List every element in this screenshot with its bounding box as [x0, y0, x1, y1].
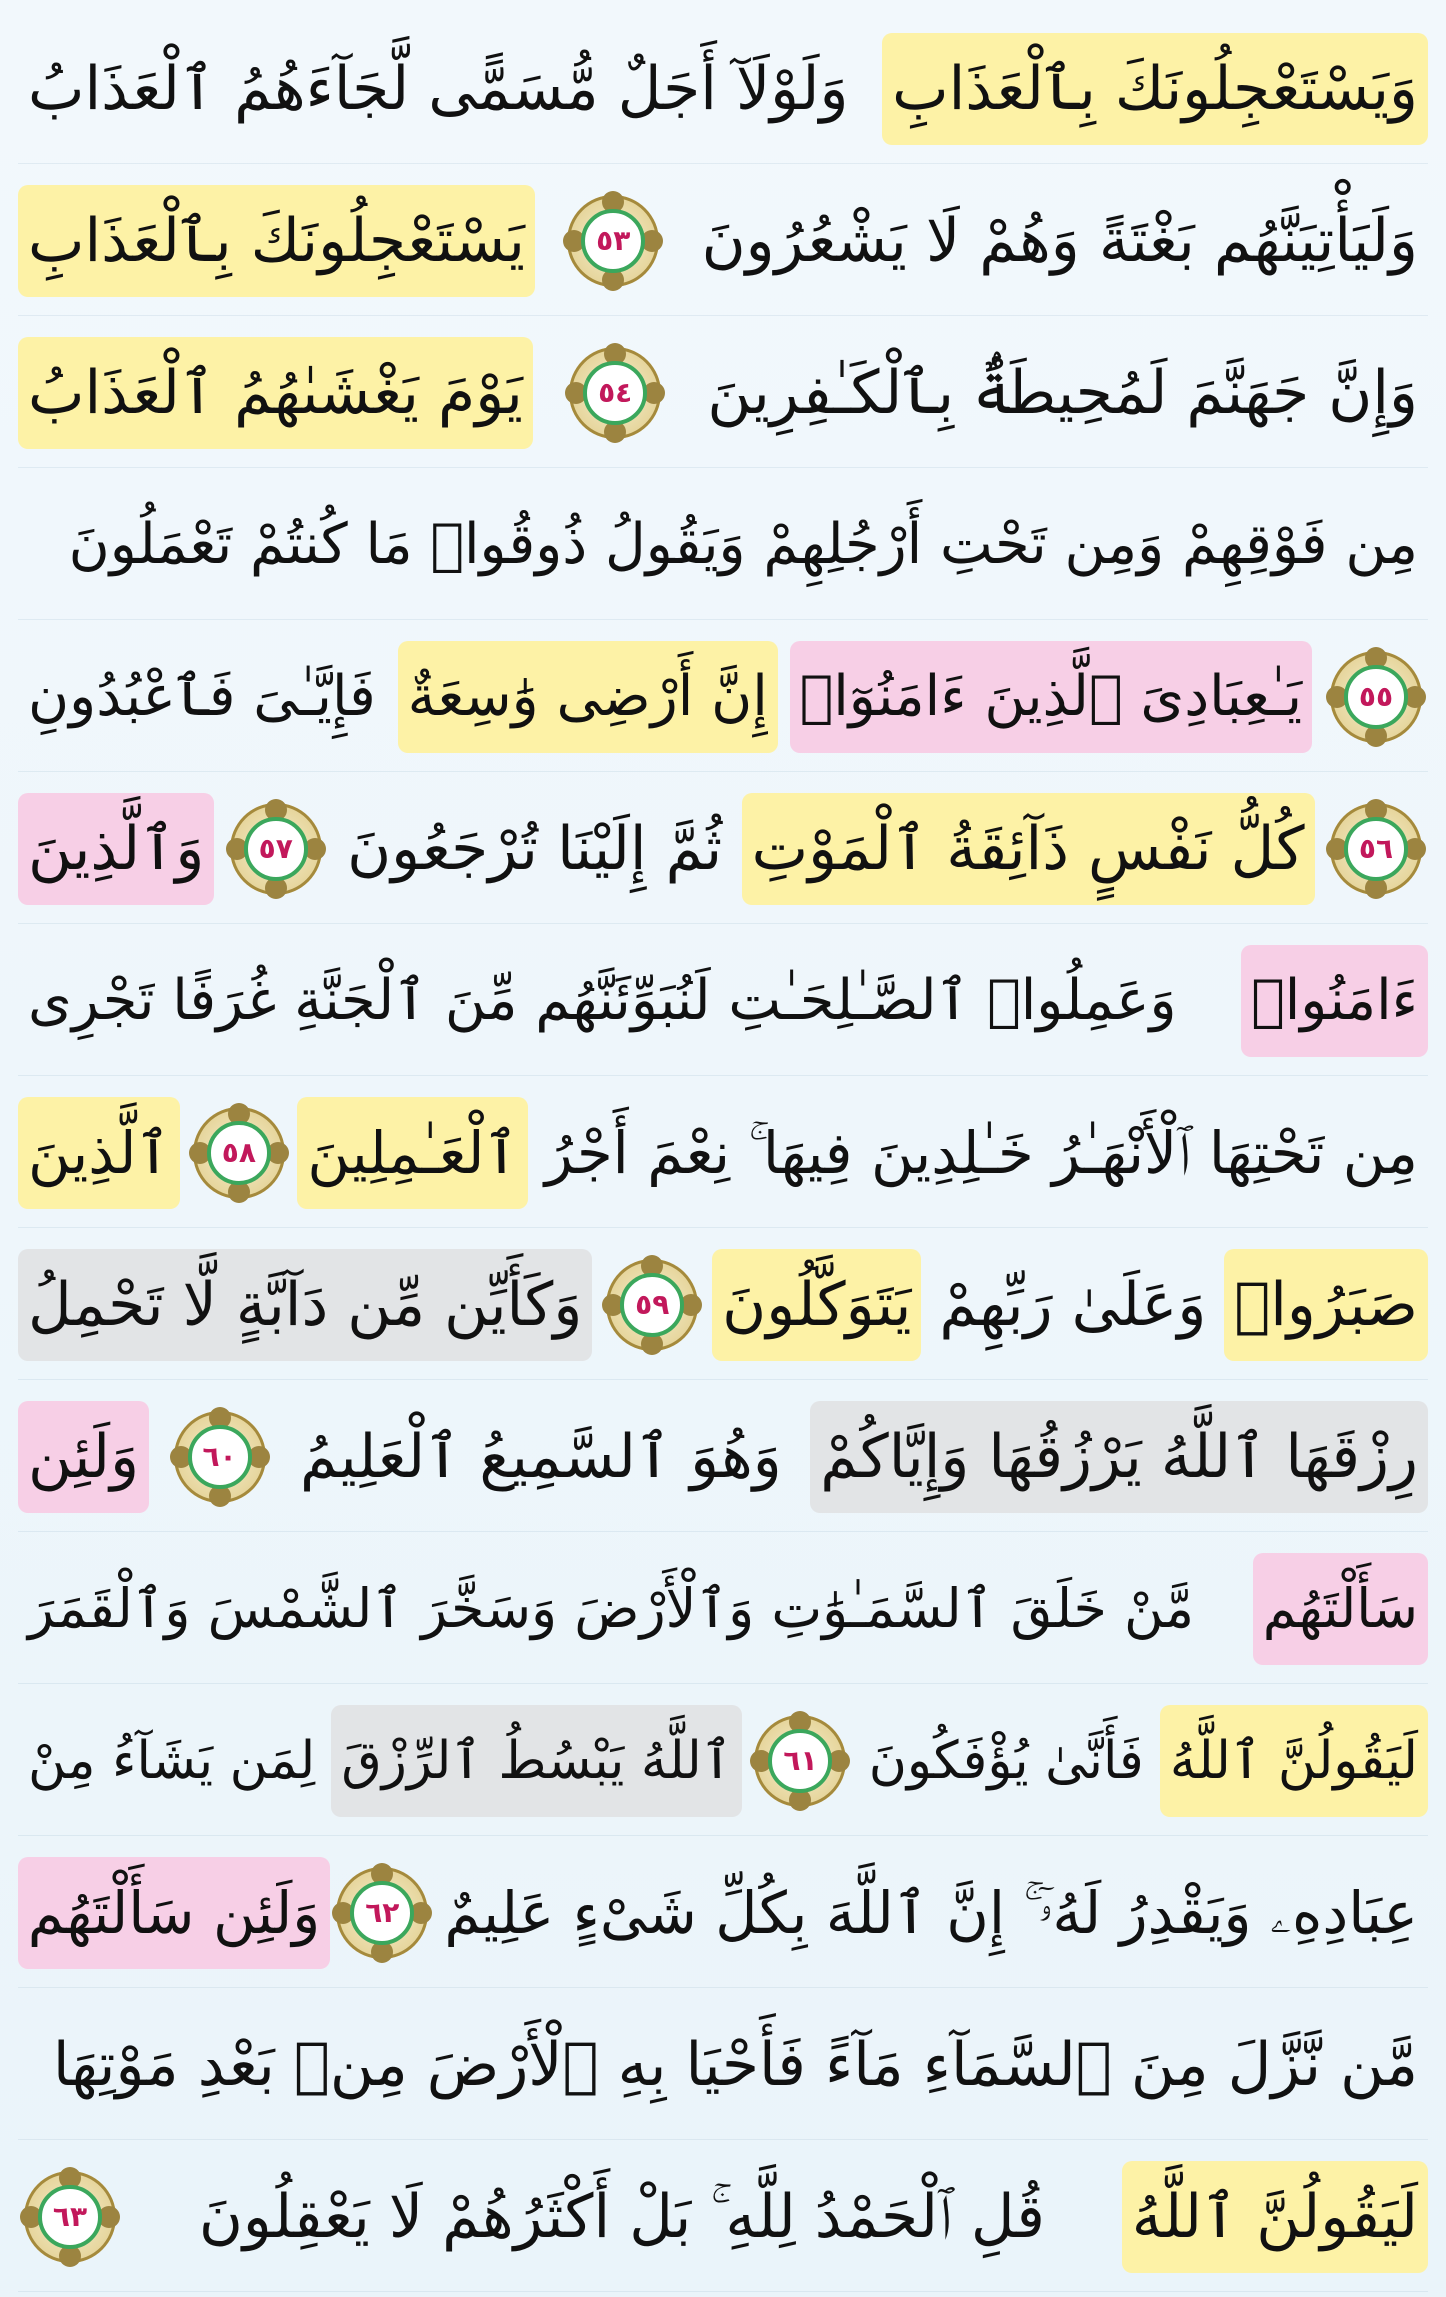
verse-line	[18, 1838, 1428, 1988]
verse-line	[18, 774, 1428, 924]
ayah-number: ٦١	[768, 1729, 832, 1793]
ayah-number: ٥٥	[1344, 665, 1408, 729]
verse-text-segment: وَعَمِلُوا۟ ٱلصَّـٰلِحَـٰتِ لَنُبَوِّئَنَّهُم مِّنَ ٱلْجَنَّةِ غُرَفًا تَجْرِى	[28, 967, 1177, 1033]
verse-text-segment: ثُمَّ إِلَيْنَا تُرْجَعُونَ	[347, 813, 723, 884]
verse-text-segment: وَلَئِن سَأَلْتَهُم	[18, 1857, 331, 1969]
verse-text-segment: مَّنْ خَلَقَ ٱلسَّمَـٰوَٰتِ وَٱلْأَرْضَ وَسَخَّرَ ٱلشَّمْسَ وَٱلْقَمَرَ	[28, 1576, 1195, 1640]
verse-text-segment: وَإِنَّ جَهَنَّمَ لَمُحِيطَةٌۢ بِٱلْكَـٰفِرِينَ	[707, 357, 1418, 428]
ayah-number: ٥٧	[244, 817, 308, 881]
verse-text-segment: وَلَوْلَآ أَجَلٌ مُّسَمًّى لَّجَآءَهُمُ ٱلْعَذَابُ	[28, 53, 849, 124]
verse-text-segment: وَيَسْتَعْجِلُونَكَ بِٱلْعَذَابِ	[882, 33, 1428, 145]
ayah-number-marker	[1330, 803, 1422, 895]
verse-line	[18, 470, 1428, 620]
verse-line	[18, 1990, 1428, 2140]
verse-line	[18, 1686, 1428, 1836]
verse-text-segment: وَلَئِن	[18, 1401, 149, 1513]
ayah-number-marker	[606, 1259, 698, 1351]
verse-text-segment: إِنَّ أَرْضِى وَٰسِعَةٌ	[398, 641, 778, 753]
verse-text-segment: مِن فَوْقِهِمْ وَمِن تَحْتِ أَرْجُلِهِمْ وَيَقُولُ ذُوقُوا۟ مَا كُنتُمْ تَعْمَلُونَ	[68, 511, 1418, 577]
verse-text-segment: عِبَادِهِۦ وَيَقْدِرُ لَهُۥٓ ۚ إِنَّ ٱللَّهَ بِكُلِّ شَىْءٍ عَلِيمٌ	[444, 1878, 1418, 1947]
ayah-number-marker	[567, 195, 659, 287]
verse-text-segment: لَيَقُولُنَّ ٱللَّهُ	[1122, 2161, 1428, 2273]
verse-text-segment: لِمَن يَشَآءُ مِنْ	[28, 1730, 316, 1791]
verse-text-segment: وَعَلَىٰ رَبِّهِمْ	[939, 1269, 1207, 1340]
verse-text-segment: يَسْتَعْجِلُونَكَ بِٱلْعَذَابِ	[18, 185, 535, 297]
ayah-number: ٦٠	[188, 1425, 252, 1489]
ayah-number-marker	[569, 347, 661, 439]
verse-text-segment: صَبَرُوا۟	[1224, 1249, 1428, 1361]
verse-line	[18, 2142, 1428, 2292]
ayah-number-marker	[336, 1867, 428, 1959]
ayah-number: ٦٣	[38, 2185, 102, 2249]
ayah-number-marker	[174, 1411, 266, 1503]
verse-line	[18, 1078, 1428, 1228]
ayah-number: ٥٨	[207, 1121, 271, 1185]
verse-line	[18, 622, 1428, 772]
verse-text-segment: يَوْمَ يَغْشَىٰهُمُ ٱلْعَذَابُ	[18, 337, 533, 449]
verse-text-segment: مِن تَحْتِهَا ٱلْأَنْهَـٰرُ خَـٰلِدِينَ فِيهَا ۚ نِعْمَ أَجْرُ	[544, 1118, 1418, 1187]
verse-text-segment: رِزْقَهَا ٱللَّهُ يَرْزُقُهَا وَإِيَّاكُمْ	[810, 1401, 1428, 1513]
ayah-number-marker	[230, 803, 322, 895]
verse-text-segment: وَكَأَيِّن مِّن دَآبَّةٍ لَّا تَحْمِلُ	[18, 1249, 592, 1361]
ayah-number: ٥٦	[1344, 817, 1408, 881]
verse-text-segment: ٱلْعَـٰمِلِينَ	[297, 1097, 528, 1209]
verse-text-segment: وَلَيَأْتِيَنَّهُم بَغْتَةً وَهُمْ لَا يَشْعُرُونَ	[701, 205, 1418, 276]
verse-text-segment: كُلُّ نَفْسٍ ذَآئِقَةُ ٱلْمَوْتِ	[742, 793, 1315, 905]
verse-line	[18, 926, 1428, 1076]
ayah-number: ٥٤	[583, 361, 647, 425]
ayah-number: ٥٩	[620, 1273, 684, 1337]
verse-text-segment: سَأَلْتَهُم	[1253, 1553, 1428, 1665]
ayah-number-marker	[754, 1715, 846, 1807]
verse-text-segment: وَٱلَّذِينَ	[18, 793, 214, 905]
verse-line	[18, 166, 1428, 316]
verse-text-segment: وَهُوَ ٱلسَّمِيعُ ٱلْعَلِيمُ	[300, 1421, 782, 1492]
verse-text-segment: فَأَنَّىٰ يُؤْفَكُونَ	[868, 1730, 1144, 1791]
verse-text-segment: ٱلَّذِينَ	[18, 1097, 180, 1209]
verse-text-segment: مَّن نَّزَّلَ مِنَ ٱلسَّمَآءِ مَآءً فَأَحْيَا بِهِ ٱلْأَرْضَ مِنۢ بَعْدِ مَوْتِهَا	[52, 2029, 1418, 2100]
verse-text-segment: ٱللَّهُ يَبْسُطُ ٱلرِّزْقَ	[331, 1705, 742, 1817]
verse-text-segment: يَـٰعِبَادِىَ ٱلَّذِينَ ءَامَنُوٓا۟	[790, 641, 1313, 753]
verse-text-segment: يَتَوَكَّلُونَ	[712, 1249, 921, 1361]
verse-text-segment: لَيَقُولُنَّ ٱللَّهُ	[1160, 1705, 1428, 1817]
verse-line	[18, 318, 1428, 468]
verse-line	[18, 1534, 1428, 1684]
ayah-number: ٥٣	[581, 209, 645, 273]
ayah-number: ٦٢	[350, 1881, 414, 1945]
verse-text-segment: قُلِ ٱلْحَمْدُ لِلَّهِ ۚ بَلْ أَكْثَرُهُمْ لَا يَعْقِلُونَ	[198, 2181, 1045, 2252]
verse-line	[18, 1230, 1428, 1380]
ayah-number-marker	[1330, 651, 1422, 743]
verse-line	[18, 14, 1428, 164]
verse-text-segment: ءَامَنُوا۟	[1241, 945, 1428, 1057]
verse-line	[18, 1382, 1428, 1532]
ayah-number-marker	[193, 1107, 285, 1199]
verse-text-segment: فَإِيَّـٰىَ فَٱعْبُدُونِ	[28, 663, 376, 729]
ayah-number-marker	[24, 2171, 116, 2263]
